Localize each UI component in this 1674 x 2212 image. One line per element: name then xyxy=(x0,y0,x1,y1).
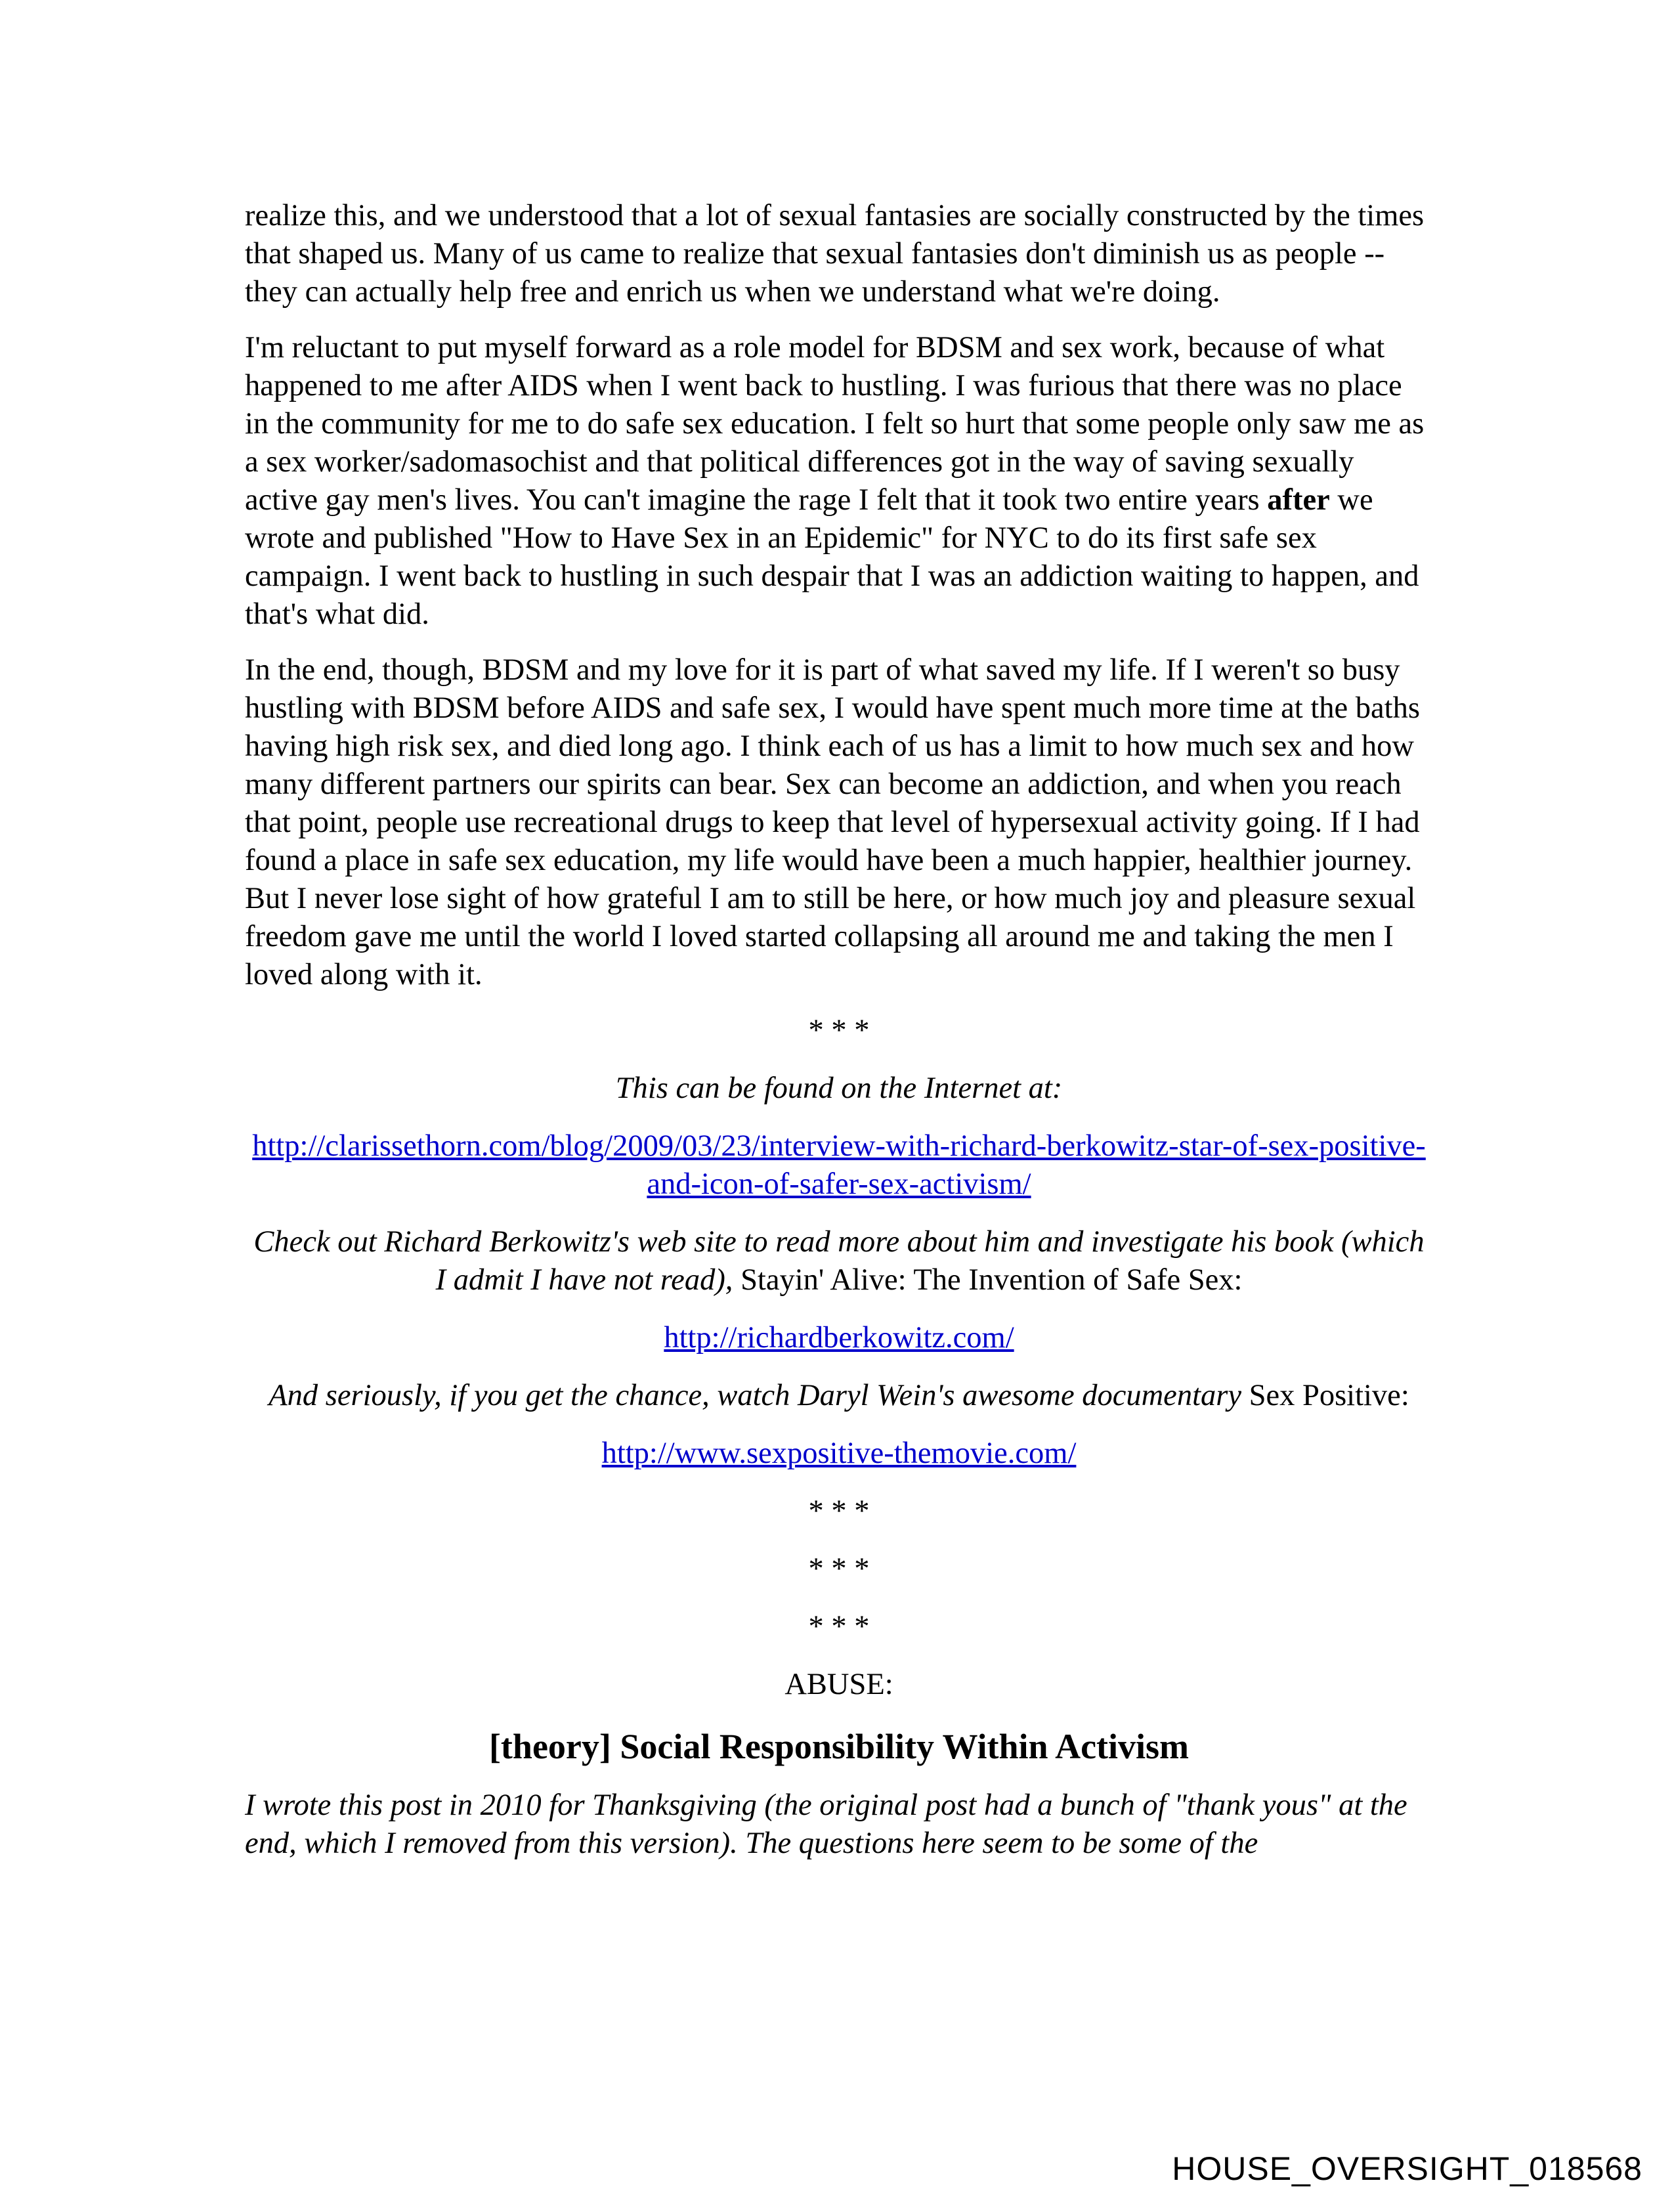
paragraph-sexual-fantasies: realize this, and we understood that a lot of sexual fantasies are socially constructed by the times that shaped us. Many of us came to realize that sexual fantasies don't diminish us as people -- they can actually help free and enrich us when we understand what we're doing. xyxy=(245,199,1425,309)
paragraph-role-model-part1: I'm reluctant to put myself forward as a role model for BDSM and sex work, because of what happened to me after AIDS when I went back to hustling. I was furious that there was no place in the community for me to do safe sex education. I felt so hurt that some people only saw me as a sex worker/sadomasochist and that political differences got in the way of saving sexually active gay men's lives. You can't imagine the rage I felt that it took two entire years xyxy=(245,331,1425,517)
documentary-title-text: Sex Positive: xyxy=(1241,1379,1409,1412)
found-on-internet-text: This can be found on the Internet at: xyxy=(615,1072,1063,1105)
paragraph-saved-my-life: In the end, though, BDSM and my love for it is part of what saved my life. If I weren't so busy hustling with BDSM before AIDS and safe sex, I would have spent much more time at the baths having high risk sex, and died long ago. I think each of us has a limit to how much sex and how many different partners our spirits can bear. Sex can become an addiction, and when you reach that point, people use recreational drugs to keep that level of hypersexual activity going. If I had found a place in safe sex education, my life would have been a much happier, healthier journey. But I never lose sight of how grateful I am to still be here, or how much joy and pleasure sexual freedom gave me until the world I loved started collapsing all around me and taking the men I loved along with it. xyxy=(245,653,1420,991)
interview-link[interactable]: http://clarissethorn.com/blog/2009/03/23/interview-with-richard-berkowitz-star-of-sex-positive-and-icon-of-safer-sex-activism/ xyxy=(252,1129,1426,1201)
section-heading: [theory] Social Responsibility Within Activism xyxy=(488,1727,1190,1766)
intro-paragraph: I wrote this post in 2010 for Thanksgiving (the original post had a bunch of "thank yous" at the end, which I removed from this version). The questions here seem to be some of the xyxy=(245,1789,1407,1860)
berkowitz-link-paragraph xyxy=(245,1319,1433,1357)
section-separator: * * * xyxy=(808,1014,870,1047)
emphasis-after: after xyxy=(1267,483,1330,517)
paragraph-role-model-part2: we wrote and published "How to Have Sex in an Epidemic" for NYC to do its first safe sex campaign. I went back to hustling in such despair that I was an addiction waiting to happen, and that's what did. xyxy=(245,483,1419,631)
section-separator: * * * xyxy=(808,1494,870,1528)
document-body xyxy=(245,197,1433,1863)
section-separator: * * * xyxy=(808,1552,870,1586)
documentary-link[interactable]: http://www.sexpositive-themovie.com/ xyxy=(601,1437,1077,1470)
interview-link-paragraph xyxy=(245,1127,1433,1204)
documentary-paragraph xyxy=(245,1377,1433,1415)
section-separator: * * * xyxy=(808,1610,870,1643)
documentary-link-paragraph xyxy=(245,1435,1433,1473)
bates-stamp: HOUSE_OVERSIGHT_018568 xyxy=(1172,2150,1642,2187)
book-title-text: Stayin' Alive: The Invention of Safe Sex: xyxy=(733,1263,1243,1297)
check-out-paragraph xyxy=(245,1223,1433,1299)
berkowitz-site-link[interactable]: http://richardberkowitz.com/ xyxy=(664,1321,1014,1355)
documentary-italic-text: And seriously, if you get the chance, watch Daryl Wein's awesome documentary xyxy=(268,1379,1241,1412)
paragraph-role-model xyxy=(245,329,1433,634)
check-out-italic-text: Check out Richard Berkowitz's web site to read more about him and investigate his book (which I admit I have not read), xyxy=(253,1225,1425,1297)
abuse-label: ABUSE: xyxy=(784,1668,893,1701)
